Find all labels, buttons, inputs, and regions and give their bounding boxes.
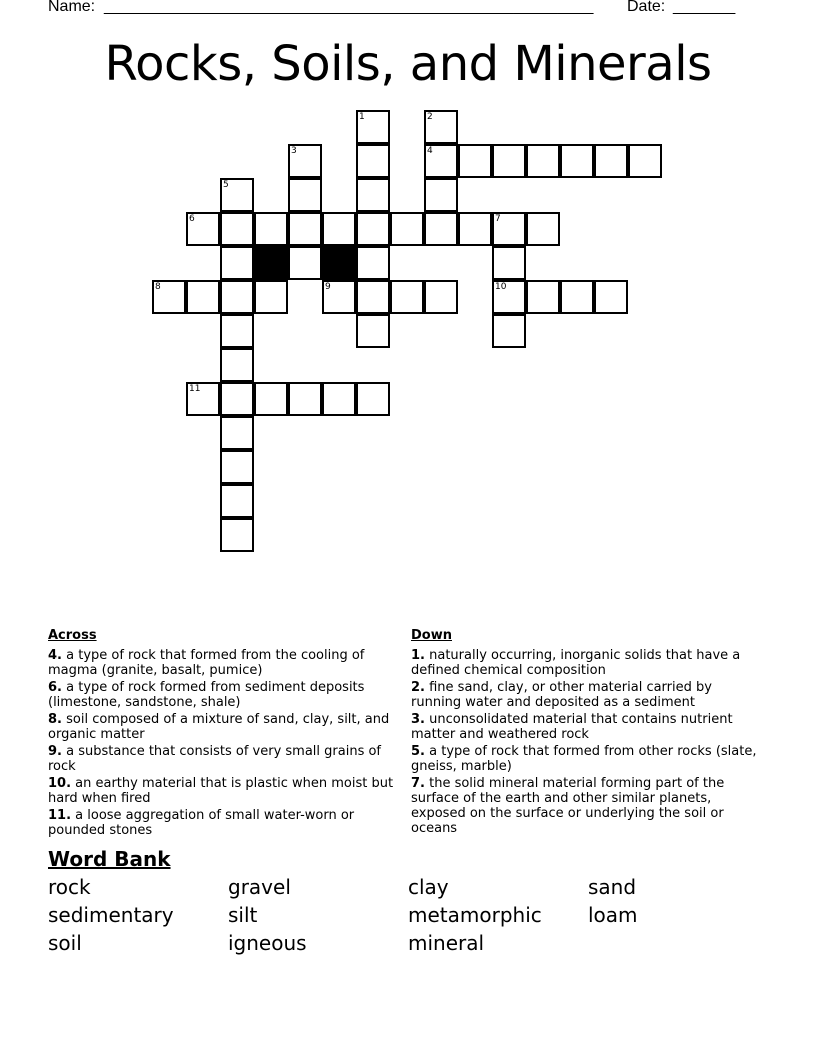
crossword-cell[interactable]	[220, 484, 254, 518]
crossword-cell[interactable]	[424, 144, 458, 178]
crossword-cell[interactable]	[288, 144, 322, 178]
crossword-cell[interactable]	[594, 280, 628, 314]
crossword-cell[interactable]	[594, 144, 628, 178]
crossword-cell[interactable]	[492, 212, 526, 246]
crossword-cell[interactable]	[254, 382, 288, 416]
crossword-cell[interactable]	[356, 110, 390, 144]
clue-number: 5	[223, 180, 229, 190]
down-clue	[411, 648, 763, 678]
across-clue	[48, 648, 396, 678]
crossword-cell[interactable]	[152, 280, 186, 314]
across-heading: Across	[48, 628, 97, 643]
crossword-cell[interactable]	[186, 382, 220, 416]
crossword-cell[interactable]	[288, 382, 322, 416]
clue-number: 1	[359, 112, 365, 122]
crossword-cell[interactable]	[220, 416, 254, 450]
name-label: Name:	[48, 0, 96, 15]
crossword-cell[interactable]	[356, 280, 390, 314]
clue-text: a type of rock that formed from the cooling of magma (granite, basalt, pumice)	[48, 648, 365, 678]
across-clue	[48, 776, 396, 806]
clue-num: 1.	[411, 648, 425, 663]
down-heading: Down	[411, 628, 452, 643]
name-blank[interactable]: _______________________________________________________	[104, 0, 594, 15]
clue-number: 4	[427, 146, 433, 156]
clue-text: a type of rock formed from sediment deposits (limestone, sandstone, shale)	[48, 680, 365, 710]
crossword-cell[interactable]	[424, 212, 458, 246]
crossword-cell[interactable]	[424, 110, 458, 144]
word-bank-word: igneous	[228, 931, 307, 955]
crossword-cell[interactable]	[356, 144, 390, 178]
crossword-cell[interactable]	[492, 144, 526, 178]
crossword-cell[interactable]	[390, 280, 424, 314]
crossword-cell[interactable]	[356, 246, 390, 280]
crossword-cell[interactable]	[458, 212, 492, 246]
word-bank-word: metamorphic	[408, 903, 542, 927]
clue-text: a type of rock that formed from other rocks (slate, gneiss, marble)	[411, 744, 757, 774]
crossword-cell[interactable]	[322, 280, 356, 314]
crossword-cell[interactable]	[356, 178, 390, 212]
word-bank-word: clay	[408, 875, 449, 899]
crossword-cell[interactable]	[220, 518, 254, 552]
date-blank[interactable]: _______	[673, 0, 736, 15]
clue-number: 10	[495, 282, 507, 292]
down-clue	[411, 680, 763, 710]
crossword-cell[interactable]	[526, 144, 560, 178]
clue-number: 3	[291, 146, 297, 156]
clue-num: 10.	[48, 776, 72, 791]
down-clue	[411, 712, 763, 742]
word-bank	[48, 846, 768, 955]
clue-text: the solid mineral material forming part of the surface of the earth and other similar planets, exposed on the surface or underlying the soil or oceans	[411, 776, 725, 836]
crossword-cell[interactable]	[186, 212, 220, 246]
clue-number: 8	[155, 282, 161, 292]
crossword-cell[interactable]	[390, 212, 424, 246]
word-bank-word: mineral	[408, 931, 485, 955]
crossword-cell[interactable]	[526, 212, 560, 246]
down-clue	[411, 744, 763, 774]
clue-num: 11.	[48, 808, 72, 823]
crossword-cell[interactable]	[220, 178, 254, 212]
crossword-cell[interactable]	[288, 246, 322, 280]
page-title: Rocks, Soils, and Minerals	[104, 36, 712, 92]
across-clue	[48, 680, 396, 710]
word-bank-word: silt	[228, 903, 258, 927]
word-bank-word: gravel	[228, 875, 291, 899]
crossword-cell[interactable]	[254, 212, 288, 246]
crossword-cell[interactable]	[288, 212, 322, 246]
crossword-cell[interactable]	[458, 144, 492, 178]
down-clues	[411, 628, 763, 838]
crossword-cell[interactable]	[220, 382, 254, 416]
crossword-cell[interactable]	[492, 246, 526, 280]
across-clue	[48, 744, 396, 774]
clue-number: 9	[325, 282, 331, 292]
clue-text: naturally occurring, inorganic solids that have a defined chemical composition	[411, 648, 741, 678]
clue-num: 2.	[411, 680, 425, 695]
crossword-cell[interactable]	[220, 246, 254, 280]
crossword-cell[interactable]	[628, 144, 662, 178]
crossword-cell[interactable]	[220, 314, 254, 348]
clue-num: 8.	[48, 712, 62, 727]
crossword-cell[interactable]	[322, 212, 356, 246]
date-label: Date:	[627, 0, 666, 15]
crossword-cell[interactable]	[424, 178, 458, 212]
word-bank-heading: Word Bank	[48, 847, 171, 871]
crossword-cell[interactable]	[220, 450, 254, 484]
clue-number: 2	[427, 112, 433, 122]
clue-num: 6.	[48, 680, 62, 695]
clue-num: 4.	[48, 648, 62, 663]
down-clue	[411, 776, 763, 836]
crossword-cell[interactable]	[220, 348, 254, 382]
crossword-cell[interactable]	[186, 280, 220, 314]
clue-number: 11	[189, 384, 201, 394]
crossword-cell[interactable]	[356, 314, 390, 348]
crossword-cell[interactable]	[560, 280, 594, 314]
clue-text: fine sand, clay, or other material carried by running water and deposited as a sediment	[411, 680, 712, 710]
across-clue	[48, 808, 396, 838]
clue-text: unconsolidated material that contains nutrient matter and weathered rock	[411, 712, 733, 742]
crossword-cell[interactable]	[492, 280, 526, 314]
word-bank-word: sedimentary	[48, 903, 174, 927]
across-clue	[48, 712, 396, 742]
crossword-cell[interactable]	[424, 280, 458, 314]
black-square	[254, 246, 288, 280]
clue-number: 6	[189, 214, 195, 224]
across-clues	[48, 628, 396, 840]
crossword-cell[interactable]	[288, 178, 322, 212]
clue-text: soil composed of a mixture of sand, clay, silt, and organic matter	[48, 712, 390, 742]
crossword-cell[interactable]	[492, 314, 526, 348]
black-square	[322, 246, 356, 280]
crossword-cell[interactable]	[220, 212, 254, 246]
crossword-cell[interactable]	[356, 212, 390, 246]
word-bank-word: loam	[588, 903, 638, 927]
clue-text: a loose aggregation of small water-worn or pounded stones	[48, 808, 355, 838]
crossword-cell[interactable]	[356, 382, 390, 416]
word-bank-word: sand	[588, 875, 637, 899]
crossword-cell[interactable]	[220, 280, 254, 314]
crossword-cell[interactable]	[254, 280, 288, 314]
clue-number: 7	[495, 214, 501, 224]
word-bank-word: soil	[48, 931, 82, 955]
crossword-cell[interactable]	[322, 382, 356, 416]
clue-num: 3.	[411, 712, 425, 727]
clue-text: an earthy material that is plastic when moist but hard when fired	[48, 776, 394, 806]
crossword-cell[interactable]	[560, 144, 594, 178]
crossword-cell[interactable]	[526, 280, 560, 314]
clue-num: 9.	[48, 744, 62, 759]
clue-text: a substance that consists of very small grains of rock	[48, 744, 381, 774]
clue-num: 7.	[411, 776, 425, 791]
clue-num: 5.	[411, 744, 425, 759]
word-bank-word: rock	[48, 875, 91, 899]
